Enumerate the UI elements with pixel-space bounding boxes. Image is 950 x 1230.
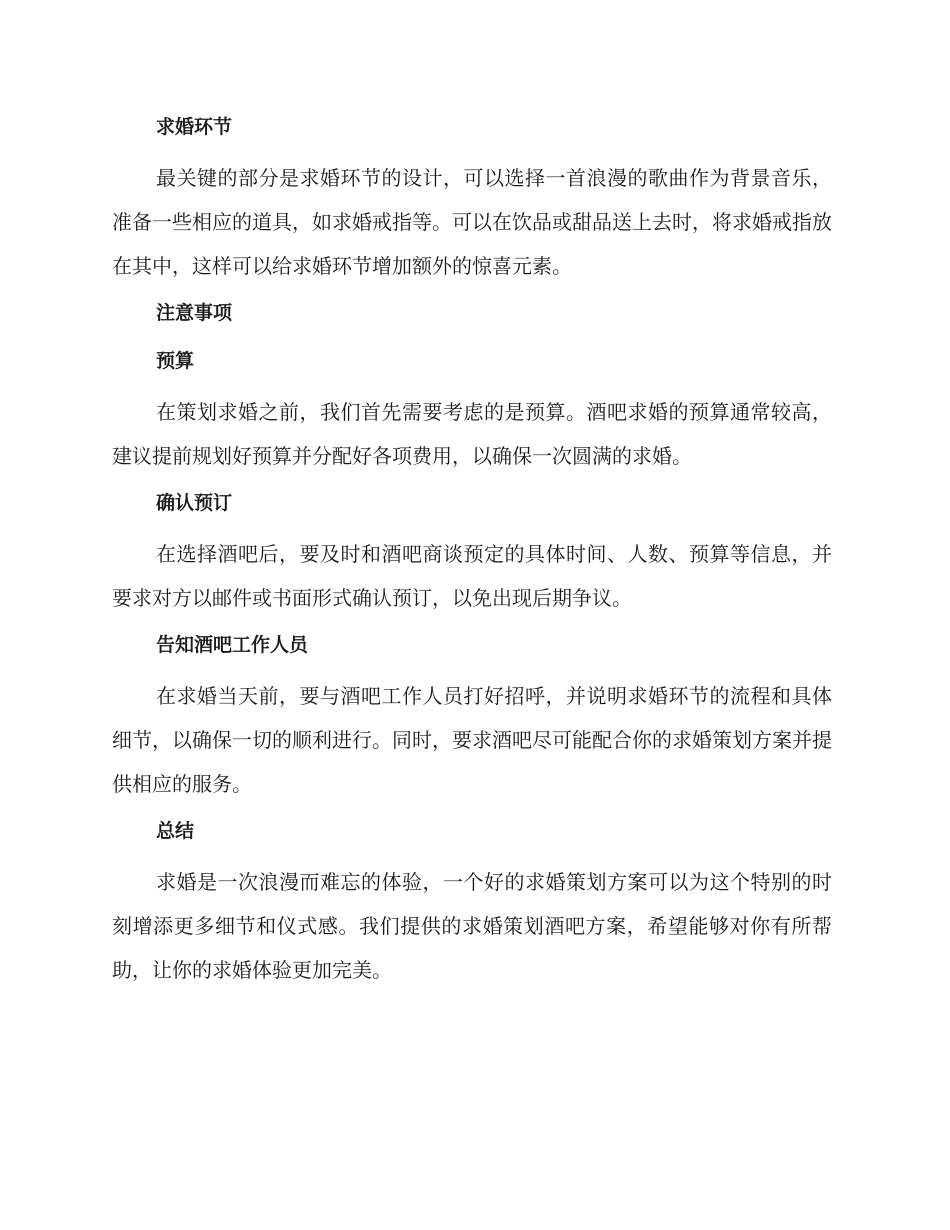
paragraph-budget: 在策划求婚之前，我们首先需要考虑的是预算。酒吧求婚的预算通常较高，建议提前规划好预算并分配好各项费用，以确保一次圆满的求婚。 xyxy=(112,400,832,468)
section-heading-budget: 预算 xyxy=(156,350,195,372)
section-heading-reservation: 确认预订 xyxy=(156,492,233,514)
section-heading-staff: 告知酒吧工作人员 xyxy=(156,634,309,656)
paragraph-proposal: 最关键的部分是求婚环节的设计，可以选择一首浪漫的歌曲作为背景音乐，准备一些相应的道具，如求婚戒指等。可以在饮品或甜品送上去时，将求婚戒指放在其中，这样可以给求婚环节增加额外的惊喜元素。 xyxy=(112,166,832,278)
section-heading-proposal: 求婚环节 xyxy=(156,116,233,138)
section-heading-notes: 注意事项 xyxy=(156,302,233,324)
document-page xyxy=(112,108,832,998)
paragraph-reservation: 在选择酒吧后，要及时和酒吧商谈预定的具体时间、人数、预算等信息，并要求对方以邮件或书面形式确认预订，以免出现后期争议。 xyxy=(112,542,832,610)
paragraph-summary: 求婚是一次浪漫而难忘的体验，一个好的求婚策划方案可以为这个特别的时刻增添更多细节和仪式感。我们提供的求婚策划酒吧方案，希望能够对你有所帮助，让你的求婚体验更加完美。 xyxy=(112,870,832,982)
paragraph-staff: 在求婚当天前，要与酒吧工作人员打好招呼，并说明求婚环节的流程和具体细节，以确保一切的顺利进行。同时，要求酒吧尽可能配合你的求婚策划方案并提供相应的服务。 xyxy=(112,684,832,796)
section-heading-summary: 总结 xyxy=(156,820,195,842)
